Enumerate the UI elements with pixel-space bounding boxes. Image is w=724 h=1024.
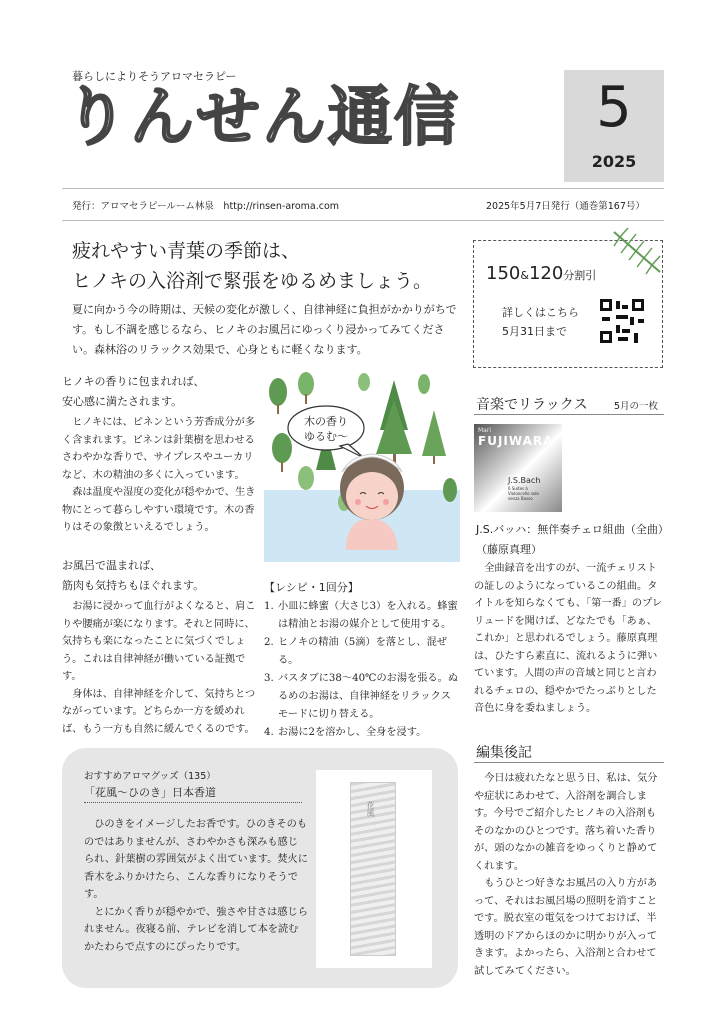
section-title: ヒノキの香りに包まれれば、 bbox=[62, 375, 205, 388]
speech-bubble bbox=[288, 406, 364, 458]
divider bbox=[62, 188, 664, 189]
promo-headline: 150&120分割引 bbox=[486, 263, 597, 284]
package-label: 花風 bbox=[366, 801, 375, 817]
paragraph: とにかく香りが穏やかで、強さや甘さは感じられません。夜寝る前、テレビを消して本を読むかたわらで点すのにぴったりです。 bbox=[84, 906, 308, 953]
paragraph: ひのきをイメージしたお香です。ひのきそのものではありませんが、さわやかさも深みも感じられ、針葉樹の雰囲気がよく出ています。焚火に香木をふりかけたら、こんな香りになりそうです。 bbox=[84, 819, 308, 900]
afterword-title: 編集後記 bbox=[476, 745, 532, 761]
section-title: 安心感に満たされます。 bbox=[62, 395, 183, 408]
album-title: J.S.バッハ：無伴奏チェロ組曲（全曲） bbox=[476, 523, 669, 536]
issue-year: 2025 bbox=[591, 152, 637, 171]
recipe-title: 【レシピ・1回分】 bbox=[264, 581, 359, 594]
bubble-line-2: ゆるむ～ bbox=[304, 430, 348, 443]
album-cover: Mari FUJIWARA J.S.Bach 6 Suites à Violoncello solo senza Basso bbox=[474, 424, 562, 512]
paragraph: もうひとつ好きなお風呂の入り方があって、それはお風呂場の照明を消すことです。脱衣室の電気をつけておけば、半透明のドアからほのかに明かりが入ってきます。よかったら、入浴剤と合わせて試してみてください。 bbox=[474, 878, 658, 977]
bubble-line-1: 木の香り bbox=[304, 415, 348, 428]
music-title: 音楽でリラックス bbox=[476, 397, 588, 413]
publisher-info: 発行：アロマセラピールーム林泉 http://rinsen-aroma.com bbox=[72, 201, 340, 212]
goods-name: 「花風～ひのき」日本香道 bbox=[84, 784, 302, 803]
incense-package-image bbox=[316, 770, 432, 968]
paragraph: 森は温度や湿度の変化が穏やかで、生き物にとって暮らしやすい環境です。木の香りはその象徴といえるでしょう。 bbox=[62, 487, 256, 533]
paragraph: 今日は疲れたなと思う日、私は、気分や症状にあわせて、入浴剤を調合します。今号でご紹介したヒノキの入浴剤もそのなかのひとつです。落ち着いた香りが、頭のなかの雑音をゆっくりと静めてくれます。 bbox=[474, 773, 658, 872]
divider bbox=[62, 220, 664, 221]
issue-date: 2025年5月7日発行（通巻第167号） bbox=[486, 201, 645, 212]
issue-number: 5 bbox=[596, 75, 632, 140]
recipe-step: 4. お湯に2を溶かし、全身を浸す。 bbox=[264, 727, 427, 738]
album-artist: （藤原真理） bbox=[476, 543, 542, 556]
recipe bbox=[264, 578, 460, 742]
paragraph: ヒノキには、ピネンという芳香成分が多く含まれます。ピネンは針葉樹を思わせるさわやかな香りで、サイプレスやユーカリなど、木の精油の多くに入っています。 bbox=[62, 417, 256, 481]
recipe-step: 1. 小皿に蜂蜜（大さじ3）を入れる。蜂蜜は精油とお湯の媒介として使用する。 bbox=[264, 601, 458, 630]
section-title: お風呂で温まれば、 bbox=[62, 559, 161, 572]
newsletter-title: りんせん通信 bbox=[64, 81, 460, 155]
person bbox=[340, 454, 404, 550]
qr-code-icon[interactable] bbox=[600, 299, 644, 343]
paragraph: お湯に浸かって血行がよくなると、肩こりや腰痛が楽になります。それと同時に、気持ちも楽になったことに気づくでしょう。これは自律神経が働いている証拠です。 bbox=[62, 601, 256, 682]
divider bbox=[474, 414, 664, 415]
afterword-body bbox=[474, 770, 666, 980]
promo-detail: 詳しくはこちら 5月31日まで bbox=[502, 306, 579, 338]
tagline: 暮らしによりそうアロマセラピー bbox=[72, 70, 237, 83]
music-subtitle: 5月の一枚 bbox=[614, 401, 659, 412]
paragraph: 身体は、自律神経を介して、気持ちとつながっています。どちらか一方を緩めれば、もう一方も自然に緩んでくるのです。 bbox=[62, 688, 256, 735]
issue-box bbox=[564, 70, 664, 182]
forest-bath-illustration bbox=[264, 370, 460, 562]
section-hinoki bbox=[62, 372, 256, 537]
goods-body bbox=[84, 816, 308, 956]
recipe-step: 3. バスタブに38～40℃のお湯を張る。ぬるめのお湯は、自律神経をリラックスモードに切り替える。 bbox=[264, 673, 458, 720]
section-bath bbox=[62, 556, 256, 738]
goods-label: おすすめアロマグッズ（135） bbox=[84, 771, 216, 782]
feature-headline: 疲れやすい青葉の季節は、 ヒノキの入浴剤で緊張をゆるめましょう。 bbox=[72, 240, 433, 292]
recipe-steps bbox=[264, 598, 460, 742]
divider bbox=[474, 762, 664, 763]
section-title: 筋肉も気持ちもほぐれます。 bbox=[62, 579, 205, 592]
music-review: 全曲録音を出すのが、一流チェリストの証しのようになっているこの組曲。タイトルを知らなくても、「第一番」のプレリュードを聞けば、どなたでも「あぁ、これか」と思われるでしょう。藤原真理は、ひたすら素直に、流れるように弾いています。人間の声の音域と同じと言われるチェロの、穏やかでたっぷりとした音色に身を委ねましょう。 bbox=[474, 563, 663, 714]
feature-lead: 夏に向かう今の時期は、天候の変化が激しく、自律神経に負担がかかりがちです。もし不調を感じるなら、ヒノキのお風呂にゆっくり浸かってみてください。森林浴のリラックス効果で、心身ともに軽くなります。 bbox=[72, 303, 457, 356]
pine-branch-icon bbox=[608, 222, 668, 280]
recipe-step: 2. ヒノキの精油（5滴）を落とし、混ぜる。 bbox=[264, 637, 447, 666]
